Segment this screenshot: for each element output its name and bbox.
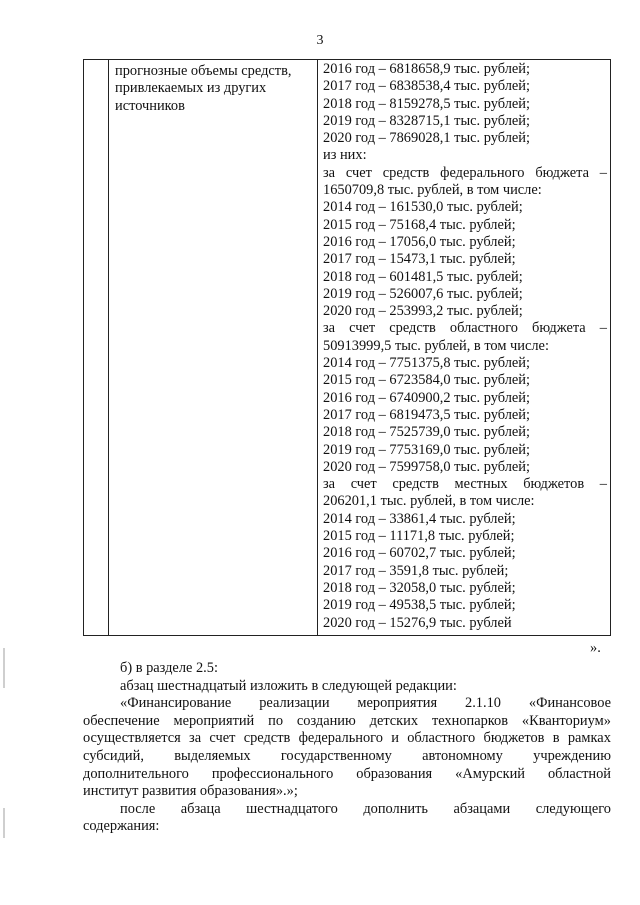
text-line: субсидий, выделяемых государственному автономному учреждению xyxy=(83,747,611,764)
table-value-line: 2019 год – 526007,6 тыс. рублей; xyxy=(323,285,523,302)
table-value-line: 2018 год – 7525739,0 тыс. рублей; xyxy=(323,424,530,441)
table-value-line: 2016 год – 60702,7 тыс. рублей; xyxy=(323,545,516,562)
table-value-line: 2019 год – 7753169,0 тыс. рублей; xyxy=(323,441,530,458)
table-value-line: 2016 год – 6740900,2 тыс. рублей; xyxy=(323,389,530,406)
table-value-line: 2019 год – 8328715,1 тыс. рублей; xyxy=(323,112,530,129)
table-value-line: 2016 год – 6818658,9 тыс. рублей; xyxy=(323,61,530,77)
table-value-line: 2017 год – 15473,1 тыс. рублей; xyxy=(323,251,516,268)
table-value-line: 2015 год – 6723584,0 тыс. рублей; xyxy=(323,372,530,389)
table-value-line: 2014 год – 7751375,8 тыс. рублей; xyxy=(323,355,530,372)
financing-table xyxy=(83,59,611,636)
scan-mark xyxy=(3,648,5,688)
section-item: б) в разделе 2.5: xyxy=(120,660,218,676)
body-text xyxy=(83,660,611,836)
table-column-divider xyxy=(317,60,318,635)
table-value-line: 2018 год – 8159278,5 тыс. рублей; xyxy=(323,95,530,112)
table-value-line: 2020 год – 253993,2 тыс. рублей; xyxy=(323,303,523,320)
table-column-divider xyxy=(108,60,109,635)
closing-quote: ». xyxy=(590,640,601,656)
text-line: «Финансирование реализации мероприятия 2.1.10 «Финансовое xyxy=(120,695,611,712)
text-line: осуществляется за счет средств федерального и областного бюджетов в рамках xyxy=(83,730,611,747)
table-value-line: 2015 год – 11171,8 тыс. рублей; xyxy=(323,528,515,545)
table-value-line: 2016 год – 17056,0 тыс. рублей; xyxy=(323,233,516,250)
table-value-line: за счет средств областного бюджета – xyxy=(323,320,607,337)
quoted-paragraph xyxy=(83,695,611,801)
page-number: 3 xyxy=(316,33,324,48)
table-value-line: 1650709,8 тыс. рублей, в том числе: xyxy=(323,182,542,199)
table-value-line: 2019 год – 49538,5 тыс. рублей; xyxy=(323,597,516,614)
table-value-line: 2017 год – 3591,8 тыс. рублей; xyxy=(323,562,509,579)
table-value-line: 2020 год – 7599758,0 тыс. рублей; xyxy=(323,458,530,475)
text-line: дополнительного профессионального образования «Амурский областной xyxy=(83,765,611,782)
text-line: обеспечение мероприятий по созданию детских технопарков «Кванториум» xyxy=(83,712,611,729)
table-value-line: 2017 год – 6819473,5 тыс. рублей; xyxy=(323,406,530,423)
table-value-line: за счет средств федерального бюджета – xyxy=(323,164,607,181)
table-value-line: 2015 год – 75168,4 тыс. рублей; xyxy=(323,216,516,233)
table-value-line: 206201,1 тыс. рублей, в том числе: xyxy=(323,493,535,510)
table-value-line: 2017 год – 6838538,4 тыс. рублей; xyxy=(323,78,530,95)
table-value-line: 2014 год – 33861,4 тыс. рублей; xyxy=(323,510,516,527)
table-value-line: 2020 год – 7869028,1 тыс. рублей; xyxy=(323,130,530,147)
table-value-line: из них: xyxy=(323,147,367,164)
table-values-cell xyxy=(323,61,607,632)
table-value-line: за счет средств местных бюджетов – xyxy=(323,476,607,493)
text-line: после абзаца шестнадцатого дополнить абзацами следующего xyxy=(120,800,611,817)
after-paragraph xyxy=(83,801,611,836)
table-label-cell: прогнозные объемы средств, привлекаемых из других источников xyxy=(115,63,292,114)
text-line: институт развития образования».»; xyxy=(83,783,298,800)
table-value-line: 2014 год – 161530,0 тыс. рублей; xyxy=(323,199,523,216)
table-value-line: 50913999,5 тыс. рублей, в том числе: xyxy=(323,337,549,354)
table-value-line: 2018 год – 601481,5 тыс. рублей; xyxy=(323,268,523,285)
table-value-line: 2020 год – 15276,9 тыс. рублей xyxy=(323,614,512,631)
instruction-paragraph: абзац шестнадцатый изложить в следующей редакции: xyxy=(120,677,457,694)
scan-mark xyxy=(3,808,5,838)
text-line: содержания: xyxy=(83,818,160,835)
table-value-line: 2018 год – 32058,0 тыс. рублей; xyxy=(323,579,516,596)
